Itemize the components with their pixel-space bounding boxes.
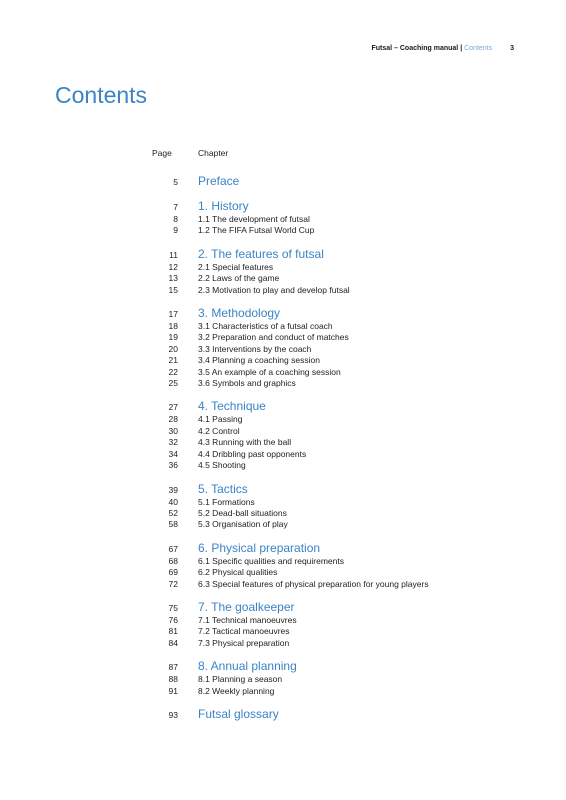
toc-entry-title: 7.2 Tactical manoeuvres	[198, 626, 290, 637]
toc-group	[142, 601, 532, 649]
toc-section-entry[interactable]	[142, 344, 532, 355]
toc-section-entry[interactable]	[142, 674, 532, 685]
toc-page-number: 87	[168, 662, 178, 673]
toc-page-number: 67	[168, 543, 178, 554]
toc-entry-title: 4.1 Passing	[198, 414, 243, 425]
toc-page-number: 8	[173, 214, 178, 224]
toc-chapter-entry[interactable]	[142, 708, 532, 722]
toc-entry-title: 3.4 Planning a coaching session	[198, 355, 320, 366]
page-title: Contents	[55, 82, 148, 108]
toc-section-entry[interactable]	[142, 567, 532, 578]
toc-section-entry[interactable]	[142, 367, 532, 378]
toc-section-entry[interactable]	[142, 214, 532, 225]
toc-section-entry[interactable]	[142, 355, 532, 366]
toc-page-number: 75	[168, 602, 178, 613]
toc-page-number: 5	[173, 177, 178, 187]
toc-page-number: 40	[168, 496, 178, 507]
toc-section-entry[interactable]	[142, 508, 532, 519]
toc-entry-title: 7.3 Physical preparation	[198, 637, 290, 648]
toc-page-number: 91	[168, 685, 178, 696]
toc-page-number: 21	[168, 355, 178, 366]
toc-entry-title: 2. The features of futsal	[198, 246, 324, 261]
toc-page-number: 69	[168, 567, 178, 578]
toc-page-number: 7	[173, 202, 178, 212]
table-of-contents	[142, 147, 532, 733]
running-head-section: Contents	[464, 45, 493, 52]
toc-page-number: 28	[168, 414, 178, 425]
toc-page-number: 52	[168, 507, 178, 518]
toc-entry-title: 4.2 Control	[198, 425, 240, 436]
toc-entry-title: 1. History	[198, 199, 249, 213]
toc-header-page: Page	[152, 148, 172, 158]
toc-section-entry[interactable]	[142, 262, 532, 273]
toc-section-entry[interactable]	[142, 460, 532, 471]
toc-section-entry[interactable]	[142, 332, 532, 343]
running-head-separator: |	[460, 45, 463, 52]
toc-section-entry[interactable]	[142, 437, 532, 448]
running-head	[371, 45, 514, 52]
toc-section-entry[interactable]	[142, 626, 532, 637]
toc-group	[142, 200, 532, 237]
toc-page-number: 17	[168, 309, 178, 320]
toc-entry-title: 6.3 Special features of physical preparation for young players	[198, 578, 429, 589]
toc-header	[142, 147, 532, 159]
toc-section-entry[interactable]	[142, 556, 532, 567]
toc-page-number: 12	[168, 261, 178, 272]
toc-page-number: 25	[168, 378, 178, 389]
toc-page-number: 27	[168, 402, 178, 413]
toc-entry-title: 1.2 The FIFA Futsal World Cup	[198, 225, 315, 236]
toc-page-number: 30	[168, 425, 178, 436]
toc-section-entry[interactable]	[142, 225, 532, 236]
toc-entry-title: 6.1 Specific qualities and requirements	[198, 555, 344, 566]
toc-section-entry[interactable]	[142, 579, 532, 590]
toc-entry-title: 5.2 Dead-ball situations	[198, 507, 287, 518]
toc-chapter-entry[interactable]	[142, 200, 532, 214]
toc-section-entry[interactable]	[142, 414, 532, 425]
toc-section-entry[interactable]	[142, 321, 532, 332]
toc-section-entry[interactable]	[142, 449, 532, 460]
toc-group	[142, 400, 532, 471]
toc-page-number: 76	[168, 614, 178, 625]
toc-entry-title: 4. Technique	[198, 399, 266, 414]
toc-entry-title: 2.1 Special features	[198, 261, 274, 272]
toc-entry-title: 3.5 An example of a coaching session	[198, 366, 341, 377]
toc-chapter-entry[interactable]	[142, 400, 532, 414]
toc-page-number: 81	[168, 626, 178, 637]
page-number: 3	[510, 45, 514, 52]
toc-section-entry[interactable]	[142, 285, 532, 296]
toc-entry-title: 3.2 Preparation and conduct of matches	[198, 332, 349, 343]
toc-section-entry[interactable]	[142, 519, 532, 530]
toc-entry-title: 5. Tactics	[198, 481, 248, 496]
toc-entry-title: Preface	[198, 174, 240, 188]
toc-entry-title: 2.3 Motivation to play and develop futsal	[198, 284, 350, 295]
toc-entry-title: 4.4 Dribbling past opponents	[198, 448, 307, 459]
toc-section-entry[interactable]	[142, 497, 532, 508]
toc-group	[142, 248, 532, 296]
toc-chapter-entry[interactable]	[142, 307, 532, 321]
toc-chapter-entry[interactable]	[142, 601, 532, 615]
toc-body	[142, 175, 532, 722]
toc-group	[142, 483, 532, 531]
toc-entry-title: 3.3 Interventions by the coach	[198, 343, 312, 354]
toc-entry-title: 7. The goalkeeper	[198, 599, 295, 614]
toc-entry-title: 1.1 The development of futsal	[198, 214, 310, 224]
toc-entry-title: 8.2 Weekly planning	[198, 685, 275, 696]
toc-group	[142, 542, 532, 590]
toc-entry-title: 2.2 Laws of the game	[198, 273, 280, 284]
toc-chapter-entry[interactable]	[142, 660, 532, 674]
toc-section-entry[interactable]	[142, 426, 532, 437]
toc-section-entry[interactable]	[142, 615, 532, 626]
toc-page-number: 22	[168, 366, 178, 377]
toc-entry-title: 5.3 Organisation of play	[198, 519, 288, 530]
toc-group	[142, 708, 532, 722]
toc-header-chapter: Chapter	[198, 148, 229, 158]
toc-entry-title: 4.5 Shooting	[198, 460, 246, 471]
toc-page-number: 18	[168, 321, 178, 332]
toc-entry-title: 8.1 Planning a season	[198, 674, 283, 685]
toc-page-number: 9	[173, 225, 178, 236]
toc-entry-title: 3.6 Symbols and graphics	[198, 378, 296, 389]
toc-entry-title: 6.2 Physical qualities	[198, 567, 278, 578]
toc-group	[142, 307, 532, 389]
toc-page-number: 58	[168, 519, 178, 530]
toc-page-number: 84	[168, 637, 178, 648]
toc-entry-title: 6. Physical preparation	[198, 540, 321, 555]
toc-page-number: 13	[168, 273, 178, 284]
toc-page-number: 88	[168, 674, 178, 685]
toc-group	[142, 660, 532, 697]
toc-entry-title: 3.1 Characteristics of a futsal coach	[198, 321, 333, 332]
toc-page-number: 34	[168, 448, 178, 459]
toc-group	[142, 175, 532, 189]
toc-section-entry[interactable]	[142, 638, 532, 649]
toc-page-number: 72	[168, 578, 178, 589]
toc-chapter-entry[interactable]	[142, 175, 532, 189]
toc-entry-title: Futsal glossary	[198, 706, 279, 721]
toc-page-number: 68	[168, 555, 178, 566]
toc-page-number: 20	[168, 343, 178, 354]
toc-section-entry[interactable]	[142, 378, 532, 389]
toc-entry-title: 4.3 Running with the ball	[198, 437, 292, 448]
toc-page-number: 15	[168, 284, 178, 295]
toc-page-number: 19	[168, 332, 178, 343]
toc-section-entry[interactable]	[142, 273, 532, 284]
toc-section-entry[interactable]	[142, 686, 532, 697]
toc-page-number: 93	[168, 709, 178, 720]
toc-page-number: 32	[168, 437, 178, 448]
toc-page-number: 11	[169, 249, 178, 260]
toc-entry-title: 5.1 Formations	[198, 496, 255, 507]
toc-entry-title: 7.1 Technical manoeuvres	[198, 614, 297, 625]
toc-chapter-entry[interactable]	[142, 542, 532, 556]
toc-chapter-entry[interactable]	[142, 248, 532, 262]
toc-entry-title: 3. Methodology	[198, 306, 281, 321]
running-head-title: Futsal – Coaching manual	[371, 45, 459, 52]
toc-chapter-entry[interactable]	[142, 483, 532, 497]
toc-entry-title: 8. Annual planning	[198, 659, 297, 674]
toc-page-number: 36	[168, 460, 178, 471]
toc-page-number: 39	[168, 484, 178, 495]
